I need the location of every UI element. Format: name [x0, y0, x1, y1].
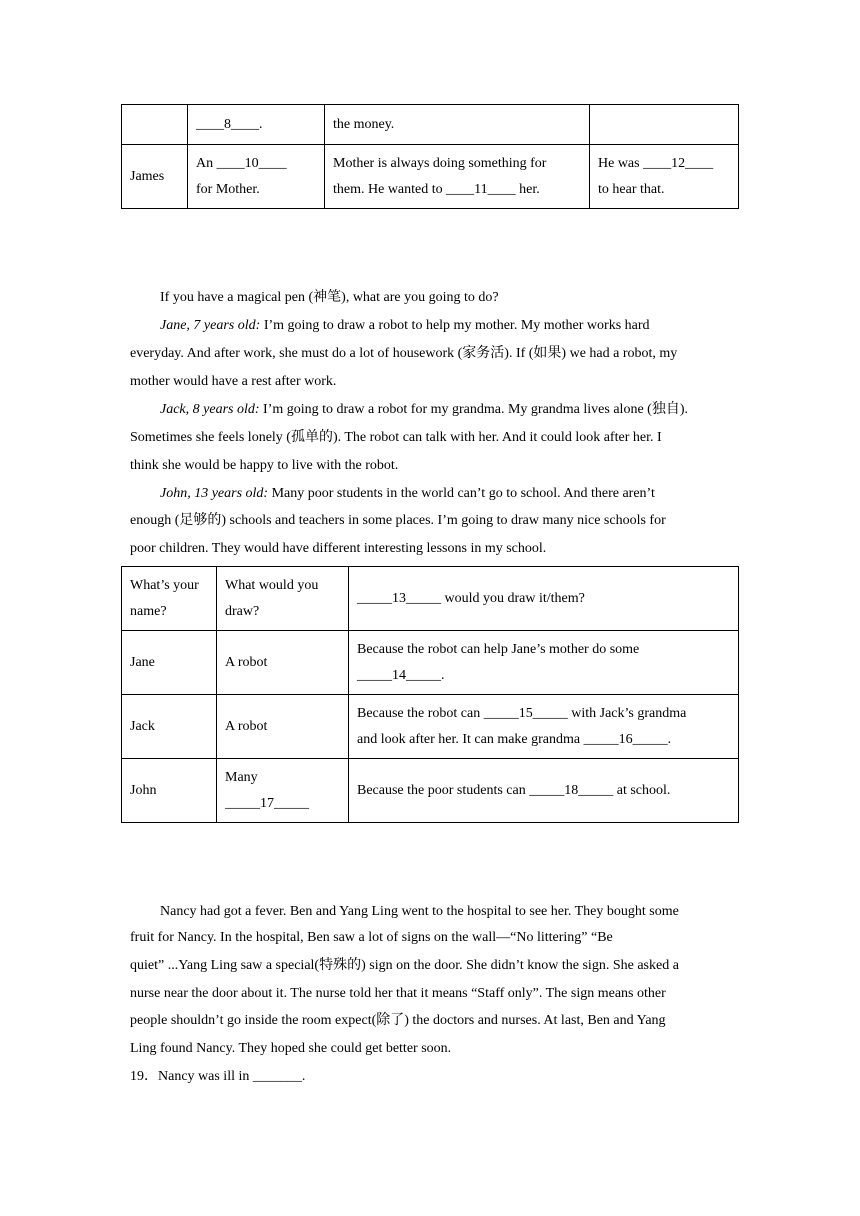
table-cell: _____13_____ would you draw it/them? [349, 567, 739, 631]
table-row [122, 759, 739, 823]
passage-line: Ling found Nancy. They hoped she could get better soon. [130, 1041, 452, 1056]
table-cell: Because the poor students can _____18_____ at school. [349, 759, 739, 823]
passage-line: everyday. And after work, she must do a lot of housework (家务活). If (如果) we had a robot, my [130, 346, 678, 361]
passage-line: nurse near the door about it. The nurse told her that it means “Staff only”. The sign means other [130, 986, 666, 1001]
table-row [122, 105, 739, 145]
john-paragraph: John, 13 years old: Many poor students in the world can’t go to school. And there aren’t [160, 486, 655, 501]
table-cell: James [122, 145, 188, 209]
table-cell: ____8____. [188, 105, 325, 145]
table-cell: He was ____12____ to hear that. [590, 145, 739, 209]
table-cell: What’s your name? [122, 567, 217, 631]
table-1 [121, 104, 739, 209]
passage-intro: If you have a magical pen (神笔), what are you going to do? [160, 290, 499, 305]
table-cell: John [122, 759, 217, 823]
table-cell [590, 105, 739, 145]
table-cell: Mother is always doing something for them. He wanted to ____11____ her. [325, 145, 590, 209]
table-row [122, 631, 739, 695]
table-cell: Because the robot can _____15_____ with Jack’s grandma and look after her. It can make grandma _____16_____. [349, 695, 739, 759]
table-cell: What would you draw? [217, 567, 349, 631]
table-cell: A robot [217, 631, 349, 695]
jack-paragraph: Jack, 8 years old: I’m going to draw a robot for my grandma. My grandma lives alone (独自). [160, 402, 688, 417]
table-cell [122, 105, 188, 145]
question-19: 19．Nancy was ill in _______. [130, 1069, 306, 1084]
table-cell: Jane [122, 631, 217, 695]
passage-line: quiet” ...Yang Ling saw a special(特殊的) sign on the door. She didn’t know the sign. She asked a [130, 958, 679, 973]
table-2 [121, 566, 739, 823]
table-cell: A robot [217, 695, 349, 759]
passage-line: Sometimes she feels lonely (孤单的). The robot can talk with her. And it could look after her. I [130, 430, 662, 445]
passage-line: Nancy had got a fever. Ben and Yang Ling went to the hospital to see her. They bought some [160, 904, 679, 919]
jane-paragraph: Jane, 7 years old: I’m going to draw a robot to help my mother. My mother works hard [160, 318, 650, 333]
passage-line: think she would be happy to live with the robot. [130, 458, 399, 473]
table-cell: Many _____17_____ [217, 759, 349, 823]
passage-line: mother would have a rest after work. [130, 374, 337, 389]
table-cell: the money. [325, 105, 590, 145]
passage-line: fruit for Nancy. In the hospital, Ben saw a lot of signs on the wall—“No littering” “Be [130, 930, 613, 945]
table-cell: Jack [122, 695, 217, 759]
table-cell: An ____10____ for Mother. [188, 145, 325, 209]
table-cell: Because the robot can help Jane’s mother do some _____14_____. [349, 631, 739, 695]
table-header-row [122, 567, 739, 631]
table-row [122, 695, 739, 759]
table-row [122, 145, 739, 209]
passage-line: people shouldn’t go inside the room expect(除了) the doctors and nurses. At last, Ben and Yang [130, 1013, 666, 1028]
passage-line: poor children. They would have different interesting lessons in my school. [130, 541, 547, 556]
passage-line: enough (足够的) schools and teachers in some places. I’m going to draw many nice schools for [130, 513, 666, 528]
